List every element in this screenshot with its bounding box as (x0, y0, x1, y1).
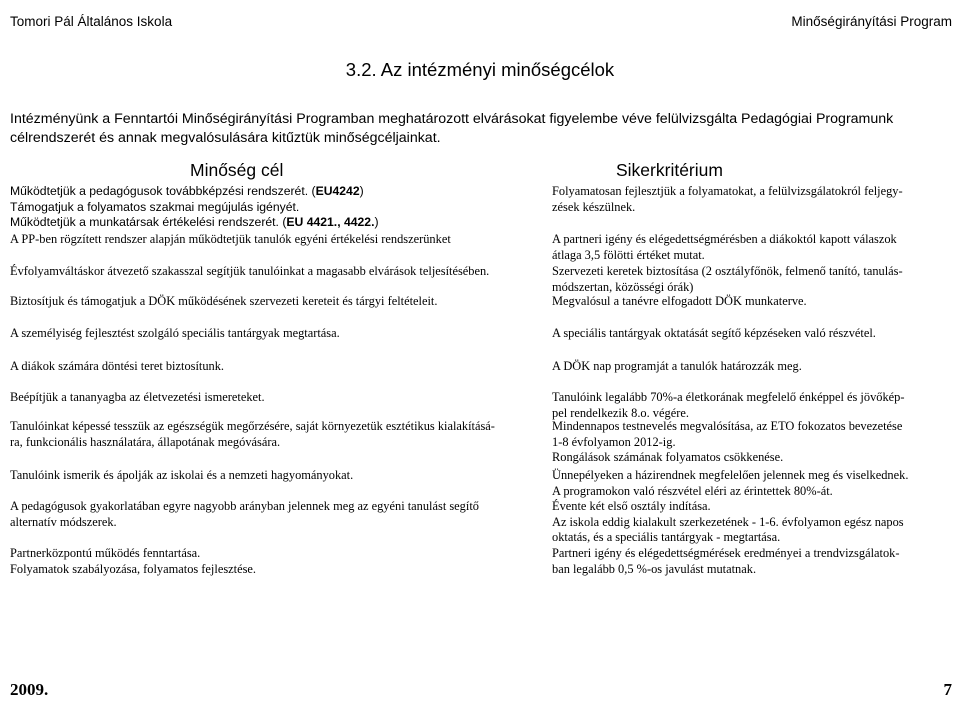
criterion-9-line-1: Ünnepélyeken a házirendnek megfelelően jelennek meg és viselkednek. (552, 468, 909, 482)
criterion-2-line-1: A partneri igény és elégedettségmérésben a diákoktól kapott válaszok (552, 232, 897, 246)
page-number: 7 (943, 680, 952, 699)
goal-block-7: Beépítjük a tananyagba az életvezetési ismereteket. (10, 390, 265, 404)
intro-line-2: célrendszerét és annak megvalósulására kitűztük minőségcéljainkat. (10, 130, 441, 146)
success-criteria-heading: Sikerkritérium (616, 160, 723, 180)
goal-block-3: Évfolyamváltáskor átvezető szakasszal segítjük tanulóinkat a magasabb elvárások teljesítésében. (10, 264, 490, 278)
goal-10-line-2: alternatív módszerek. (10, 514, 117, 529)
quality-goals-heading: Minőség cél (190, 160, 284, 180)
goal-1-line-2: Támogatjuk a folyamatos szakmai megújulás igényét. (10, 199, 300, 214)
criterion-block-3 (552, 264, 903, 295)
criterion-block-7 (552, 390, 904, 421)
goal-block-11 (10, 546, 256, 577)
criterion-7-line-1: Tanulóink legalább 70%-a életkorának megfelelő énképpel és jövőkép- (552, 390, 905, 404)
goal-block-9: Tanulóink ismerik és ápolják az iskolai és a nemzeti hagyományokat. (10, 468, 354, 482)
criterion-block-5: A speciális tantárgyak oktatását segítő képzéseken való részvétel. (552, 326, 876, 340)
intro-line-1: Intézményünk a Fenntartói Minőségirányítási Programban meghatározott elvárásokat figyelembe véve felülvizsgálta Pedagógiai Programunk (10, 111, 894, 127)
goal-1-line-1: Működtetjük a pedagógusok továbbképzési rendszerét. (EU4242) (10, 184, 364, 198)
criterion-block-1 (552, 184, 903, 215)
criterion-block-11 (552, 546, 899, 577)
criterion-10-line-3: oktatás, és a speciális tantárgyak - megtartása. (552, 530, 781, 544)
header-document-title: Minőségirányítási Program (791, 14, 952, 29)
criterion-8-line-3: Rongálások számának folyamatos csökkenése. (552, 450, 784, 464)
criterion-8-line-2: 1-8 évfolyamon 2012-ig. (552, 434, 676, 449)
criterion-block-4: Megvalósul a tanévre elfogadott DÖK munkaterve. (552, 294, 807, 308)
criterion-8-line-1: Mindennapos testnevelés megvalósítása, az ETO fokozatos bevezetése (552, 419, 903, 433)
footer-year: 2009. (10, 680, 49, 699)
criterion-9-line-2: A programokon való részvétel eléri az érintettek 80%-át. (552, 483, 833, 498)
goal-1-line-3: Működtetjük a munkatársak értékelési rendszerét. (EU 4421., 4422.) (10, 215, 379, 229)
criterion-block-10 (552, 499, 904, 546)
goal-block-2: A PP-ben rögzített rendszer alapján működtetjük tanulók egyéni értékelési rendszerünket (10, 232, 451, 246)
goal-10-line-1: A pedagógusok gyakorlatában egyre nagyobb arányban jelennek meg az egyéni tanulást segítő (10, 499, 479, 513)
goal-block-6: A diákok számára döntési teret biztosítunk. (10, 359, 225, 373)
goal-11-line-2: Folyamatok szabályozása, folyamatos fejlesztése. (10, 561, 257, 576)
criterion-7-line-2: pel rendelkezik 8.o. végére. (552, 405, 689, 420)
goal-block-4: Biztosítjuk és támogatjuk a DÖK működésének szervezeti kereteit és tárgyi feltételeit. (10, 294, 438, 308)
section-title: 3.2. Az intézményi minőségcélok (345, 59, 615, 80)
criterion-1-line-1: Folyamatosan fejlesztjük a folyamatokat, a felülvizsgálatokról feljegy- (552, 184, 903, 198)
goal-block-8 (10, 419, 495, 450)
criterion-11-line-1: Partneri igény és elégedettségmérések eredményei a trendvizsgálatok- (552, 546, 900, 560)
goal-block-10 (10, 499, 479, 530)
criterion-2-line-2: átlaga 3,5 fölötti értéket mutat. (552, 247, 705, 262)
intro-paragraph (10, 110, 955, 148)
goal-8-line-1: Tanulóinkat képessé tesszük az egészségük megőrzésére, saját környezetük esztétikus kialakításá- (10, 419, 495, 433)
criterion-block-9 (552, 468, 908, 499)
goal-block-5: A személyiség fejlesztést szolgáló speciális tantárgyak megtartása. (10, 326, 340, 340)
criterion-3-line-2: módszertan, közösségi órák) (552, 279, 694, 294)
quality-goals-column (10, 160, 540, 185)
criterion-block-2 (552, 232, 897, 263)
criterion-10-line-2: Az iskola eddig kialakult szerkezetének - 1-6. évfolyamon egész napos (552, 514, 904, 529)
header-school-name: Tomori Pál Általános Iskola (10, 14, 173, 29)
criterion-3-line-1: Szervezeti keretek biztosítása (2 osztályfőnök, felmenő tanító, tanulás- (552, 264, 903, 278)
criterion-block-8 (552, 419, 902, 466)
success-criteria-column (552, 160, 950, 185)
goal-11-line-1: Partnerközpontú működés fenntartása. (10, 546, 201, 560)
goal-block-1 (10, 184, 379, 231)
criterion-1-line-2: zések készülnek. (552, 199, 636, 214)
criterion-11-line-2: ban legalább 0,5 %-os javulást mutatnak. (552, 561, 757, 576)
criterion-10-line-1: Évente két első osztály indítása. (552, 499, 711, 513)
goal-8-line-2: ra, funkcionális használatára, állapotának megóvására. (10, 434, 281, 449)
criterion-block-6: A DÖK nap programját a tanulók határozzák meg. (552, 359, 802, 373)
